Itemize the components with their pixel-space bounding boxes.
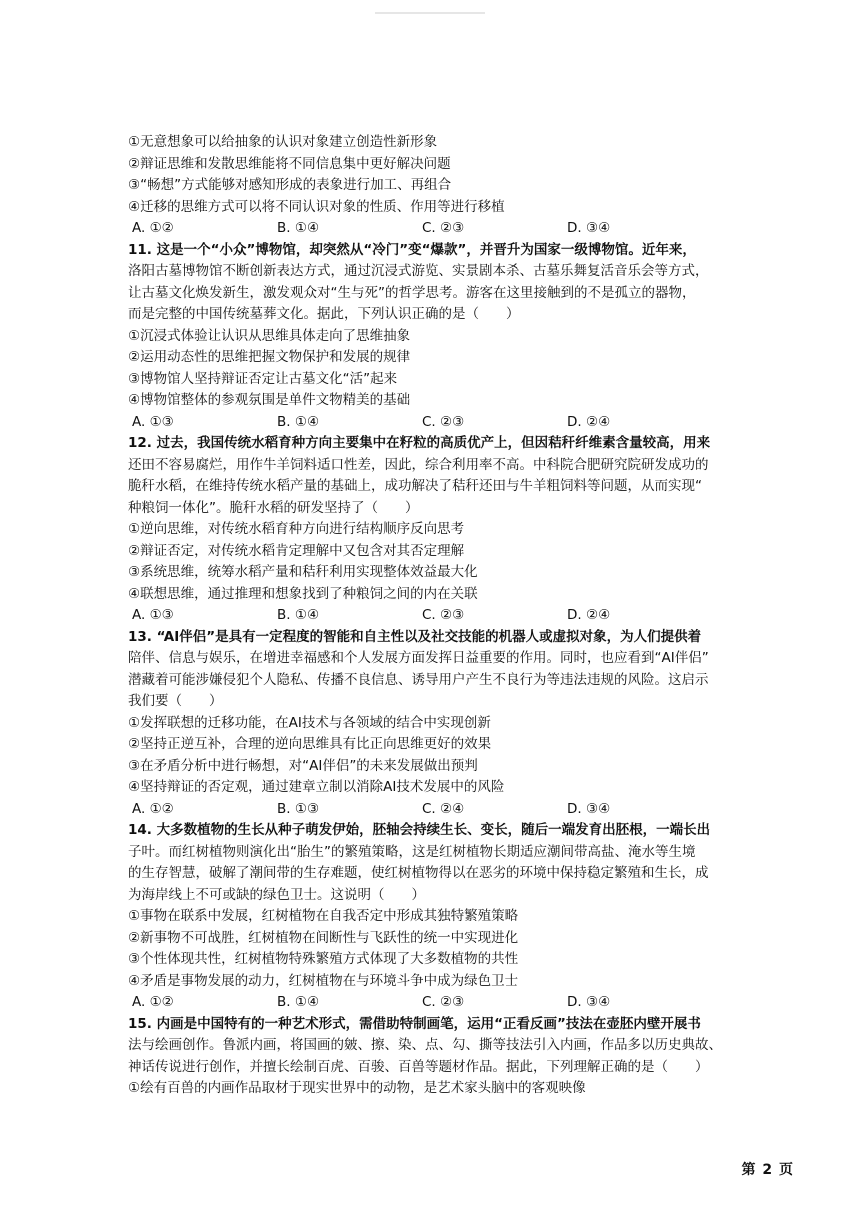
answer-c: C. ②③ [422, 607, 465, 623]
option-line: ②辩证思维和发散思维能将不同信息集中更好解决问题 [128, 155, 451, 172]
question-stem: 13. “AI伴侣”是具有一定程度的智能和自主性以及社交技能的机器人或虚拟对象，为人们提供着 [128, 628, 702, 645]
option-line: ②运用动态性的思维把握文物保护和发展的规律 [128, 349, 411, 365]
question-stem: 脆秆水稻，在维持传统水稻产量的基础上，成功解决了秸秆还田与牛羊粗饲料等问题，从而实现“ [128, 478, 702, 494]
question-stem: 潜藏着可能涉嫌侵犯个人隐私、传播不良信息、诱导用户产生不良行为等违法违规的风险。这启示 [128, 671, 709, 688]
option-line: ①无意想象可以给抽象的认识对象建立创造性新形象 [128, 134, 438, 150]
answer-choices [128, 218, 800, 240]
question-stem: 的生存智慧，破解了潮间带的生存难题，使红树植物得以在恶劣的环境中保持稳定繁殖和生长，成 [128, 865, 709, 881]
answer-b: B. ①④ [277, 413, 320, 430]
answer-d: D. ③④ [567, 220, 611, 236]
question-stem: 让古墓文化焕发新生，激发观众对“生与死”的哲学思考。游客在这里接触到的不是孤立的器物， [128, 284, 696, 301]
answer-b: B. ①④ [277, 607, 320, 623]
option-line: ③“畅想”方式能够对感知形成的表象进行加工、再组合 [128, 177, 452, 193]
question-stem: 15. 内画是中国特有的一种艺术形式，需借助特制画笔，运用“正看反画”技法在壶胚内壁开展书 [128, 1015, 701, 1032]
question-stem: 14. 大多数植物的生长从种子萌发伊始，胚轴会持续生长、变长，随后一端发育出胚根，一端长出 [128, 822, 711, 838]
previous-question-options [128, 132, 800, 240]
question-15 [128, 1014, 800, 1100]
option-line: ③博物馆人坚持辩证否定让古墓文化“活”起来 [128, 370, 398, 387]
option-line: ④矛盾是事物发展的动力，红树植物在与环境斗争中成为绿色卫士 [128, 972, 519, 989]
option-line: ②辩证否定，对传统水稻肯定理解中又包含对其否定理解 [128, 542, 465, 559]
answer-b: B. ①④ [277, 994, 320, 1010]
answer-choices [128, 412, 800, 434]
question-stem: 陪伴、信息与娱乐，在增进幸福感和个人发展方面发挥日益重要的作用。同时，也应看到“AI伴侣” [128, 650, 709, 666]
answer-c: C. ②③ [422, 994, 465, 1010]
option-line: ④坚持辩证的否定观，通过建章立制以消除AI技术发展中的风险 [128, 779, 505, 795]
question-stem: 为海岸线上不可或缺的绿色卫士。这说明（ ） [128, 886, 425, 903]
option-line: ④迁移的思维方式可以将不同认识对象的性质、作用等进行移植 [128, 198, 505, 215]
question-stem: 而是完整的中国传统墓葬文化。据此，下列认识正确的是（ ） [128, 306, 520, 322]
question-14 [128, 820, 800, 1014]
answer-c: C. ②④ [422, 800, 465, 817]
question-stem: 11. 这是一个“小众”博物馆，却突然从“冷门”变“爆款”，并晋升为国家一级博物馆。近年来， [128, 241, 696, 258]
answer-c: C. ②③ [422, 220, 465, 236]
question-stem: 我们要（ ） [128, 693, 223, 709]
answer-choices [128, 605, 800, 627]
option-line: ①事物在联系中发展，红树植物在自我否定中形成其独特繁殖策略 [128, 908, 519, 924]
option-line: ③系统思维，统筹水稻产量和秸秆利用实现整体效益最大化 [128, 564, 478, 580]
answer-d: D. ③④ [567, 994, 611, 1010]
answer-d: D. ③④ [567, 800, 611, 817]
answer-a: A. ①② [132, 994, 174, 1010]
option-line: ②坚持正逆互补，合理的逆向思维具有比正向思维更好的效果 [128, 736, 492, 752]
scan-edge-mark [375, 12, 485, 14]
question-12 [128, 433, 800, 627]
answer-a: A. ①② [132, 220, 174, 236]
answer-b: B. ①④ [277, 220, 320, 236]
question-stem: 神话传说进行创作，并擅长绘制百虎、百骏、百兽等题材作品。据此，下列理解正确的是（ ） [128, 1058, 709, 1075]
page-number: 第 2 页 [741, 1162, 794, 1178]
answer-a: A. ①② [132, 800, 174, 817]
question-stem: 12. 过去，我国传统水稻育种方向主要集中在籽粒的高质优产上，但因秸秆纤维素含量较高，用来 [128, 435, 711, 451]
question-13 [128, 627, 800, 821]
answer-d: D. ②④ [567, 607, 611, 623]
answer-b: B. ①③ [277, 800, 320, 817]
answer-a: A. ①③ [132, 607, 174, 623]
option-line: ③在矛盾分析中进行畅想，对“AI伴侣”的未来发展做出预判 [128, 757, 478, 774]
question-stem: 洛阳古墓博物馆不断创新表达方式，通过沉浸式游览、实景剧本杀、古墓乐舞复活音乐会等方式， [128, 263, 709, 279]
answer-c: C. ②③ [422, 413, 465, 430]
question-stem: 种粮饲一体化”。脆秆水稻的研发坚持了（ ） [128, 499, 419, 516]
answer-choices [128, 992, 800, 1014]
option-line: ①发挥联想的迁移功能，在AI技术与各领域的结合中实现创新 [128, 714, 491, 731]
option-line: ③个性体现共性，红树植物特殊繁殖方式体现了大多数植物的共性 [128, 951, 519, 967]
answer-choices [128, 799, 800, 821]
question-stem: 法与绘画创作。鲁派内画，将国画的皴、擦、染、点、勾、撕等技法引入内画，作品多以历史典故、 [128, 1037, 722, 1053]
option-line: ①逆向思维，对传统水稻育种方向进行结构顺序反向思考 [128, 521, 465, 537]
question-stem: 子叶。而红树植物则演化出“胎生”的繁殖策略，这是红树植物长期适应潮间带高盐、淹水等生境 [128, 843, 696, 860]
option-line: ①绘有百兽的内画作品取材于现实世界中的动物，是艺术家头脑中的客观映像 [128, 1080, 586, 1096]
option-line: ④博物馆整体的参观氛围是单件文物精美的基础 [128, 392, 411, 408]
question-11 [128, 240, 800, 434]
answer-a: A. ①③ [132, 413, 174, 430]
option-line: ④联想思维，通过推理和想象找到了种粮饲之间的内在关联 [128, 585, 478, 602]
page-content [128, 132, 800, 1100]
option-line: ①沉浸式体验让认识从思维具体走向了思维抽象 [128, 327, 411, 344]
question-stem: 还田不容易腐烂，用作牛羊饲料适口性差，因此，综合利用率不高。中科院合肥研究院研发成功的 [128, 456, 709, 473]
option-line: ②新事物不可战胜，红树植物在间断性与飞跃性的统一中实现进化 [128, 929, 519, 946]
answer-d: D. ②④ [567, 413, 611, 430]
